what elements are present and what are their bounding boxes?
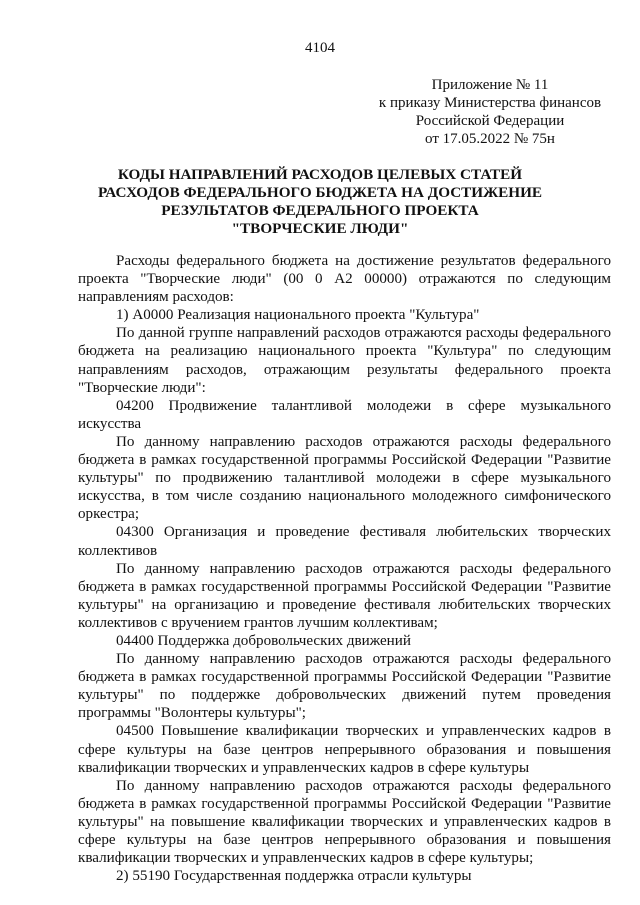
document-title xyxy=(60,166,580,238)
page-number: 4104 xyxy=(305,40,335,56)
paragraph: 04400 Поддержка добровольческих движений xyxy=(116,632,411,649)
paragraph: Расходы федерального бюджета на достижение результатов федерального проекта "Творческие люди" (00 0 А2 00000) отражаются по следующим направлениям расходов: xyxy=(78,253,611,306)
paragraph: По данному направлению расходов отражаются расходы федерального бюджета в рамках государственной программы Российской Федерации "Развитие культуры" на повышение квалификации творческих и управленческих кадров в сфере культуры на базе центров непрерывного образования и повышения квалификации творческих и управленческих кадров в сфере культуры; xyxy=(78,777,611,867)
paragraph: 2) 55190 Государственная поддержка отрасли культуры xyxy=(116,868,472,885)
paragraph: По данной группе направлений расходов отражаются расходы федерального бюджета на реализацию национального проекта "Культура" по следующим направлениям расходов, отражающим результаты федерального проекта "Творческие люди": xyxy=(78,325,611,396)
appendix-line: от 17.05.2022 № 75н xyxy=(425,131,555,147)
paragraph: 04500 Повышение квалификации творческих и управленческих кадров в сфере культуры на базе центров непрерывного образования и повышения квалификации творческих и управленческих кадров в сфере культуры xyxy=(78,723,611,776)
appendix-header xyxy=(360,76,620,148)
paragraph: 04200 Продвижение талантливой молодежи в сфере музыкального искусства xyxy=(78,397,611,432)
appendix-line: Приложение № 11 xyxy=(431,77,549,93)
appendix-line: Российской Федерации xyxy=(415,113,565,129)
paragraph: 1) А0000 Реализация национального проекта "Культура" xyxy=(116,307,480,324)
paragraph: По данному направлению расходов отражаются расходы федерального бюджета в рамках государственной программы Российской Федерации "Развитие культуры" на организацию и проведение фестиваля любительских творческих коллективов с вручением грантов лучшим коллективам; xyxy=(78,560,611,631)
title-line: "ТВОРЧЕСКИЕ ЛЮДИ" xyxy=(231,220,409,237)
title-line: РЕЗУЛЬТАТОВ ФЕДЕРАЛЬНОГО ПРОЕКТА xyxy=(161,202,479,219)
document-body xyxy=(78,252,611,885)
paragraph: По данному направлению расходов отражаются расходы федерального бюджета в рамках государственной программы Российской Федерации "Развитие культуры" по продвижению талантливой молодежи в сфере музыкального искусства, в том числе созданию национального молодежного симфонического оркестра; xyxy=(78,433,611,523)
title-line: РАСХОДОВ ФЕДЕРАЛЬНОГО БЮДЖЕТА НА ДОСТИЖЕНИЕ xyxy=(97,184,543,201)
paragraph: 04300 Организация и проведение фестиваля любительских творческих коллективов xyxy=(78,524,611,559)
title-line: КОДЫ НАПРАВЛЕНИЙ РАСХОДОВ ЦЕЛЕВЫХ СТАТЕЙ xyxy=(117,166,523,183)
appendix-line: к приказу Министерства финансов xyxy=(378,95,602,111)
paragraph: По данному направлению расходов отражаются расходы федерального бюджета в рамках государственной программы Российской Федерации "Развитие культуры" по поддержке добровольческих движений путем проведения программы "Волонтеры культуры"; xyxy=(78,651,611,722)
